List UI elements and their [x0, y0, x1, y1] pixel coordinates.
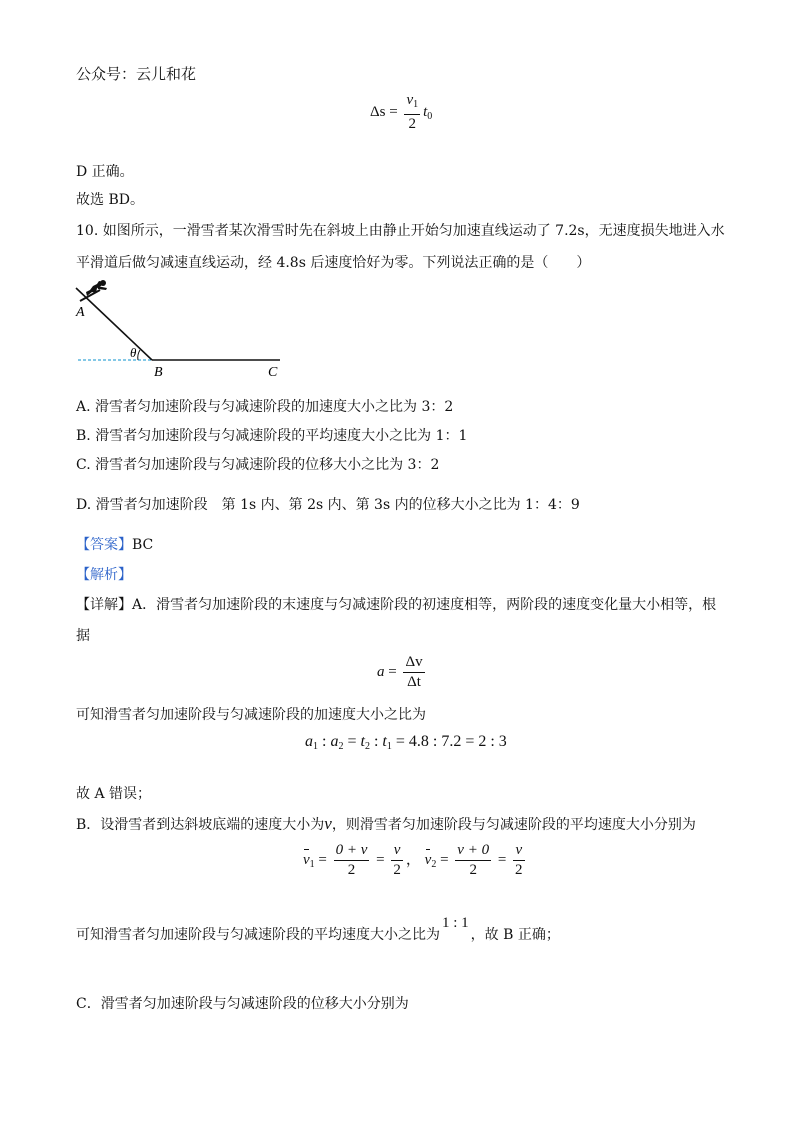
q10-stem-line1: 10. 如图所示，一滑雪者某次滑雪时先在斜坡上由静止开始匀加速直线运动了 7.2s，无速度损失地进入水 [76, 223, 725, 239]
line-c-intro: C．滑雪者匀加速阶段与匀减速阶段的位移大小分别为 [76, 996, 409, 1012]
option-a: A. 滑雪者匀加速阶段与匀减速阶段的加速度大小之比为 3：2 [76, 399, 454, 415]
page-header: 公众号：云儿和花 [76, 65, 197, 83]
eq-fraction: $\frac{v_1}{2}$ [406, 92, 419, 132]
angle-arc [138, 350, 140, 360]
line-a-wrong: 故 A 错误； [76, 786, 152, 802]
analysis-tag: 【解析】 [76, 567, 132, 583]
eq-lhs: Δs [370, 103, 386, 120]
detail-line1: 【详解】A．滑雪者匀加速阶段的末速度与匀减速阶段的初速度相等，两阶段的速度变化量大小相等，根 [76, 597, 717, 613]
line-b-known: 可知滑雪者匀加速阶段与匀减速阶段的平均速度大小之比为1 : 1，故 B 正确； [76, 915, 560, 943]
option-c: C. 滑雪者匀加速阶段与匀减速阶段的位移大小之比为 3：2 [76, 457, 440, 473]
answer-line [76, 536, 153, 554]
equation-acceleration: a = $\frac{\Delta v}{\Delta t}$ [377, 654, 423, 690]
equation-ratio: $a_1$ : $a_2 = t_2$ : $t_1 = 4.8$ : 7.2 = 2 : 3 [305, 733, 507, 752]
equation-delta-s: Δs = $\frac{v_1}{2}$ $t_0$ [370, 92, 433, 132]
answer-value: BC [132, 537, 154, 553]
var-v: v [324, 814, 332, 833]
detail-tag: 【详解】 [76, 597, 132, 613]
ratio-1-1: 1 : 1 [442, 915, 469, 931]
label-b: B [154, 365, 163, 380]
option-d: D. 滑雪者匀加速阶段 第 1s 内、第 2s 内、第 3s 内的位移大小之比为 1：4：9 [76, 497, 580, 513]
answer-tag: 【答案】 [76, 537, 132, 553]
line-known-a: 可知滑雪者匀加速阶段与匀减速阶段的加速度大小之比为 [76, 707, 426, 723]
option-b: B. 滑雪者匀加速阶段与匀减速阶段的平均速度大小之比为 1：1 [76, 428, 468, 444]
line-choose: 故选 BD。 [76, 192, 144, 208]
detail-line2: 据 [76, 628, 90, 644]
slope-figure [70, 280, 290, 380]
slope-line [76, 288, 152, 360]
label-c: C [268, 365, 278, 380]
label-a: A [76, 305, 85, 320]
equation-average-velocity: $v_1$ = $\frac{0 + v}{2}$ = $\frac{v}{2}$ ， $v_2$ = $\frac{v + 0}{2}$ = $\frac{v}{2}$ [303, 842, 523, 878]
label-theta: θ [130, 345, 137, 360]
skier-icon [80, 280, 107, 301]
line-d-correct: D 正确。 [76, 164, 134, 180]
line-b-intro: B．设滑雪者到达斜坡底端的速度大小为v，则滑雪者匀加速阶段与匀减速阶段的平均速度大小分别为 [76, 814, 696, 833]
q10-stem-line2: 平滑道后做匀减速直线运动，经 4.8s 后速度恰好为零。下列说法正确的是（ ） [76, 255, 591, 271]
